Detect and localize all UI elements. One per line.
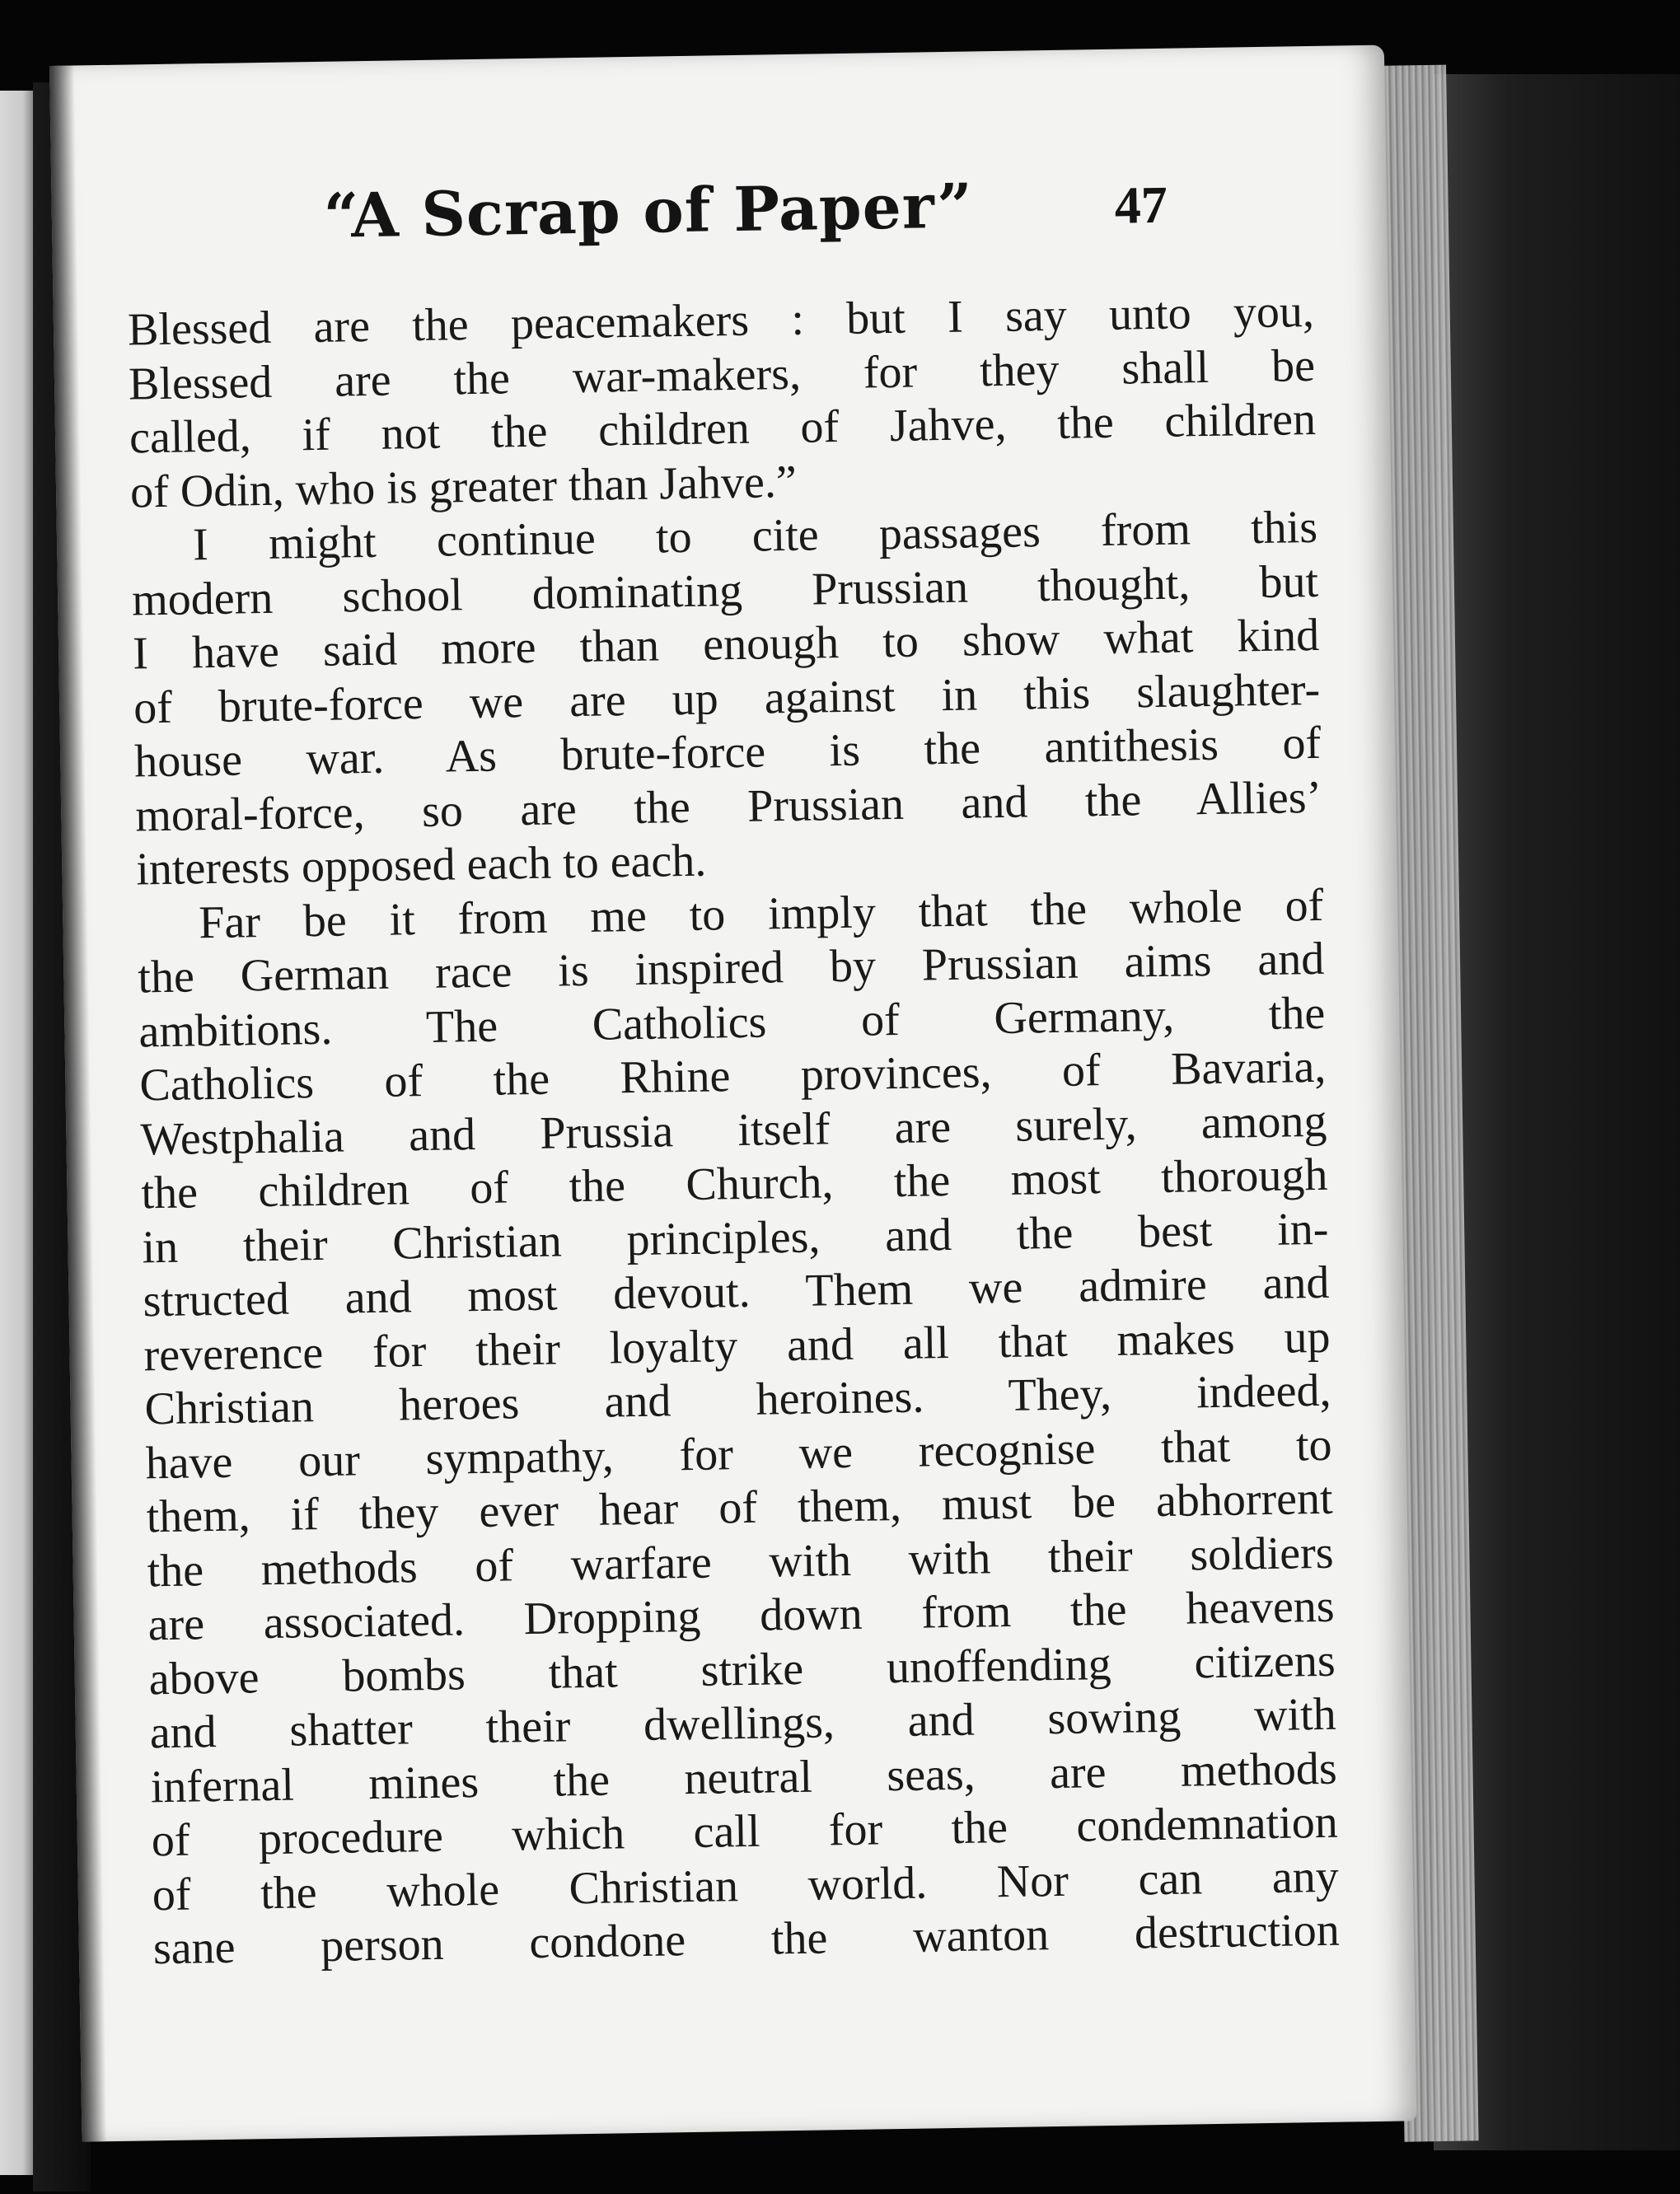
text-line: the German race is inspired by Prussian aims and — [137, 933, 1325, 1003]
facing-page-edge — [0, 91, 33, 2175]
text-line: Blessed are the peacemakers : but I say unto you, — [127, 285, 1315, 356]
text-line: interests opposed each to each. — [135, 835, 707, 896]
text-line: sane person condone the wanton destruction — [152, 1904, 1341, 1975]
text-line: have our sympathy, for we recognise that to — [145, 1419, 1332, 1489]
text-line: them, if they ever hear of them, must be abhorrent — [146, 1472, 1333, 1543]
text-line: in their Christian principles, and the best in- — [142, 1203, 1329, 1273]
text-line: the methods of warfare with with their soldiers — [147, 1527, 1335, 1597]
text-line: of brute-force we are up against in this slaughter- — [133, 663, 1321, 733]
page-header — [51, 165, 1388, 284]
text-line: I have said more than enough to show what kind — [132, 609, 1320, 680]
text-line: are associated. Dropping down from the heavens — [147, 1580, 1336, 1651]
text-line: Westphalia and Prussia itself are surely, among — [139, 1095, 1327, 1165]
book-page — [49, 45, 1416, 2142]
text-line: Far be it from me to imply that the whole of — [198, 879, 1324, 948]
page-number: 47 — [1114, 175, 1168, 235]
page-body-text — [128, 285, 1341, 1976]
text-line: above bombs that strike unoffending citizens — [148, 1635, 1336, 1705]
text-line: I might continue to cite passages from this — [192, 501, 1318, 571]
text-line: of the whole Christian world. Nor can any — [152, 1850, 1340, 1920]
text-line: Blessed are the war-makers, for they shall be — [128, 339, 1316, 410]
text-line: house war. As brute-force is the antithesis of — [133, 717, 1322, 788]
text-line: infernal mines the neutral seas, are methods — [150, 1743, 1338, 1813]
text-line: of procedure which call for the condemnation — [151, 1796, 1339, 1867]
text-line: the children of the Church, the most thorough — [141, 1148, 1328, 1219]
text-line: Catholics of the Rhine provinces, of Bavaria, — [138, 1041, 1327, 1111]
text-line: called, if not the children of Jahve, the children — [129, 393, 1317, 464]
text-line: ambitions. The Catholics of Germany, the — [138, 987, 1326, 1057]
text-line: Christian heroes and heroines. They, indeed, — [144, 1364, 1331, 1435]
running-title: “A Scrap of Paper” — [323, 171, 974, 252]
text-line: of Odin, who is greater than Jahve.” — [129, 456, 798, 518]
text-line: and shatter their dwellings, and sowing with — [149, 1688, 1337, 1759]
text-line: reverence for their loyalty and all that makes up — [143, 1311, 1331, 1381]
text-line: structed and most devout. Them we admire and — [143, 1256, 1330, 1327]
text-line: modern school dominating Prussian thought, but — [131, 555, 1319, 626]
text-line: moral-force, so are the Prussian and the Allies’ — [134, 771, 1322, 841]
